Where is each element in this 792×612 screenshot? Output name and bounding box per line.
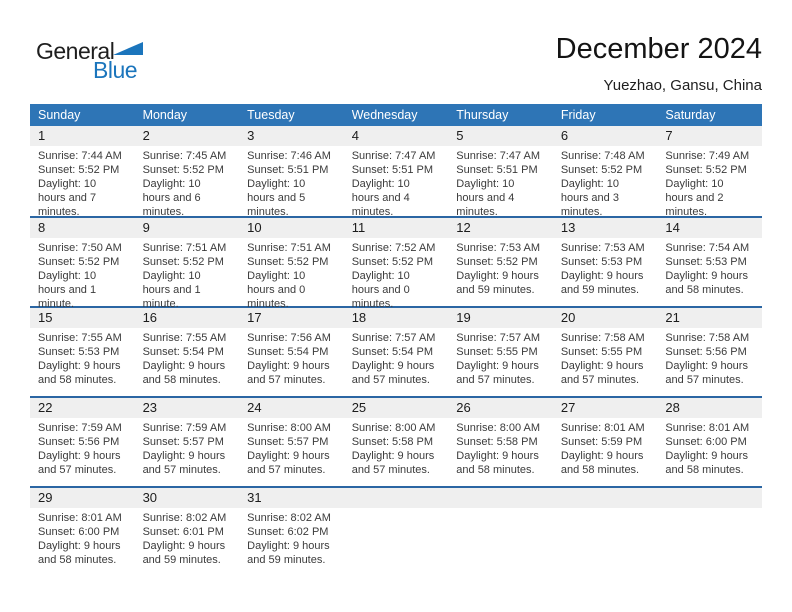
sunset-line: Sunset: 5:56 PM [665, 346, 747, 358]
sunset-line: Sunset: 5:57 PM [142, 436, 224, 448]
daylight-line: Daylight: 9 hours and 58 minutes. [142, 360, 226, 386]
sunset-line: Sunset: 6:00 PM [38, 526, 120, 538]
daylight-line: Daylight: 9 hours and 57 minutes. [351, 360, 435, 386]
day-cell [657, 328, 762, 387]
day-cell [553, 238, 658, 311]
day-cell [344, 328, 449, 387]
sunset-line: Sunset: 5:53 PM [560, 256, 643, 268]
daylight-line: Daylight: 9 hours and 59 minutes. [560, 270, 644, 296]
sunset-line: Sunset: 6:02 PM [247, 526, 329, 538]
sunset-line: Sunset: 5:52 PM [456, 256, 538, 268]
day-number: 18 [351, 310, 367, 325]
sunrise-line: Sunrise: 7:47 AM [351, 150, 436, 162]
sunset-line: Sunset: 5:59 PM [560, 436, 643, 448]
day-number: 27 [560, 400, 576, 415]
weekday-header-tuesday: Tuesday [247, 108, 295, 122]
daylight-line: Daylight: 10 hours and 4 minutes. [456, 178, 515, 218]
day-cell [448, 418, 553, 477]
day-cell [135, 418, 240, 477]
sunset-line: Sunset: 5:52 PM [38, 164, 120, 176]
empty-day-number [448, 488, 553, 508]
day-cell [135, 238, 240, 311]
sunrise-line: Sunrise: 8:00 AM [351, 422, 436, 434]
weekday-header-row [30, 104, 762, 126]
day-cell [30, 418, 135, 477]
sunrise-line: Sunrise: 7:44 AM [38, 150, 122, 162]
sunset-line: Sunset: 5:52 PM [142, 164, 224, 176]
day-number: 14 [665, 220, 680, 235]
weekday-header-saturday: Saturday [665, 108, 716, 122]
sunrise-line: Sunrise: 8:01 AM [560, 422, 645, 434]
day-cell [239, 146, 344, 219]
page-title: December 2024 [555, 33, 762, 65]
day-details-row [30, 238, 762, 311]
daylight-line: Daylight: 9 hours and 58 minutes. [560, 450, 644, 476]
day-number: 17 [247, 310, 262, 325]
day-cell [239, 238, 344, 311]
week-row [30, 306, 762, 396]
day-number: 4 [351, 128, 359, 143]
sunset-line: Sunset: 5:55 PM [456, 346, 538, 358]
week-row [30, 216, 762, 310]
sunset-line: Sunset: 5:55 PM [560, 346, 643, 358]
sunrise-line: Sunrise: 8:01 AM [38, 512, 122, 524]
day-number: 31 [247, 490, 262, 505]
sunset-line: Sunset: 5:52 PM [560, 164, 643, 176]
sunrise-line: Sunrise: 7:51 AM [142, 242, 227, 254]
sunset-line: Sunset: 6:00 PM [665, 436, 747, 448]
daylight-line: Daylight: 9 hours and 57 minutes. [665, 360, 748, 386]
day-cell [553, 328, 658, 387]
daylight-line: Daylight: 10 hours and 1 minute. [142, 270, 201, 310]
daylight-line: Daylight: 10 hours and 7 minutes. [38, 178, 97, 218]
day-number: 2 [142, 128, 150, 143]
logo-text-general: General [36, 38, 115, 64]
sunrise-line: Sunrise: 7:47 AM [456, 150, 541, 162]
day-cell [30, 146, 135, 219]
day-cell [30, 328, 135, 387]
day-number: 6 [560, 128, 569, 143]
empty-day-number [657, 488, 762, 508]
daylight-line: Daylight: 9 hours and 59 minutes. [142, 540, 226, 566]
week-row [30, 396, 762, 486]
empty-day-number [344, 488, 449, 508]
day-number: 21 [665, 310, 680, 325]
sunrise-line: Sunrise: 7:45 AM [142, 150, 227, 162]
day-number: 5 [456, 128, 464, 143]
page-subtitle: Yuezhao, Gansu, China [603, 76, 762, 94]
weekday-header-monday: Monday [142, 108, 188, 122]
daylight-line: Daylight: 9 hours and 58 minutes. [665, 450, 748, 476]
empty-day-cell [553, 508, 658, 567]
day-cell [239, 418, 344, 477]
sunset-line: Sunset: 5:54 PM [142, 346, 224, 358]
sunrise-line: Sunrise: 7:49 AM [665, 150, 750, 162]
sunrise-line: Sunrise: 7:53 AM [456, 242, 541, 254]
day-number: 15 [38, 310, 53, 325]
sunset-line: Sunset: 5:52 PM [142, 256, 224, 268]
daylight-line: Daylight: 9 hours and 58 minutes. [38, 540, 121, 566]
sunset-line: Sunset: 5:58 PM [351, 436, 434, 448]
daylight-line: Daylight: 9 hours and 57 minutes. [247, 360, 330, 386]
general-blue-logo [36, 40, 143, 82]
sunrise-line: Sunrise: 7:59 AM [142, 422, 227, 434]
sunset-line: Sunset: 5:51 PM [456, 164, 538, 176]
day-number: 26 [456, 400, 471, 415]
day-cell [553, 146, 658, 219]
calendar-table [30, 104, 762, 576]
weekday-header-sunday: Sunday [38, 108, 81, 122]
day-cell [657, 146, 762, 219]
day-number-band [30, 398, 762, 418]
daylight-line: Daylight: 9 hours and 59 minutes. [247, 540, 330, 566]
day-number-band [30, 488, 762, 508]
daylight-line: Daylight: 9 hours and 58 minutes. [456, 450, 539, 476]
empty-day-number [553, 488, 658, 508]
day-number: 11 [351, 220, 366, 235]
daylight-line: Daylight: 10 hours and 3 minutes. [560, 178, 619, 218]
day-cell [344, 146, 449, 219]
day-cell [344, 418, 449, 477]
sunrise-line: Sunrise: 8:02 AM [247, 512, 331, 524]
sunset-line: Sunset: 5:52 PM [351, 256, 434, 268]
weekday-header-friday: Friday [560, 108, 596, 122]
day-number: 13 [560, 220, 576, 235]
day-number: 29 [38, 490, 53, 505]
day-number: 19 [456, 310, 471, 325]
day-cell [135, 146, 240, 219]
sunrise-line: Sunrise: 7:51 AM [247, 242, 331, 254]
day-number-band [30, 308, 762, 328]
sunrise-line: Sunrise: 7:58 AM [665, 332, 750, 344]
sunrise-line: Sunrise: 7:56 AM [247, 332, 331, 344]
sunrise-line: Sunrise: 7:55 AM [142, 332, 227, 344]
logo-text-blue: Blue [93, 57, 138, 83]
daylight-line: Daylight: 9 hours and 57 minutes. [247, 450, 330, 476]
sunset-line: Sunset: 5:53 PM [38, 346, 120, 358]
daylight-line: Daylight: 10 hours and 6 minutes. [142, 178, 201, 218]
daylight-line: Daylight: 10 hours and 2 minutes. [665, 178, 724, 218]
day-number: 23 [142, 400, 158, 415]
day-number: 24 [247, 400, 262, 415]
day-number: 7 [665, 128, 673, 143]
daylight-line: Daylight: 10 hours and 5 minutes. [247, 178, 306, 218]
sunrise-line: Sunrise: 8:01 AM [665, 422, 750, 434]
sunset-line: Sunset: 5:52 PM [247, 256, 329, 268]
daylight-line: Daylight: 9 hours and 58 minutes. [665, 270, 748, 296]
sunrise-line: Sunrise: 7:50 AM [38, 242, 122, 254]
sunrise-line: Sunrise: 7:54 AM [665, 242, 750, 254]
sunset-line: Sunset: 5:58 PM [456, 436, 538, 448]
day-cell [657, 238, 762, 311]
day-details-row [30, 146, 762, 219]
week-row [30, 486, 762, 576]
sunrise-line: Sunrise: 7:46 AM [247, 150, 331, 162]
day-cell [30, 508, 135, 567]
sunset-line: Sunset: 6:01 PM [142, 526, 224, 538]
daylight-line: Daylight: 9 hours and 57 minutes. [351, 450, 435, 476]
week-row [30, 126, 762, 216]
sunrise-line: Sunrise: 7:55 AM [38, 332, 122, 344]
sunrise-line: Sunrise: 7:58 AM [560, 332, 645, 344]
sunrise-line: Sunrise: 7:48 AM [560, 150, 645, 162]
day-cell [448, 238, 553, 311]
sunrise-line: Sunrise: 7:52 AM [351, 242, 436, 254]
sunrise-line: Sunrise: 8:00 AM [247, 422, 331, 434]
day-number: 22 [38, 400, 53, 415]
sunset-line: Sunset: 5:52 PM [665, 164, 747, 176]
calendar-weeks [30, 126, 762, 576]
sunset-line: Sunset: 5:56 PM [38, 436, 120, 448]
sunset-line: Sunset: 5:54 PM [247, 346, 329, 358]
sunset-line: Sunset: 5:57 PM [247, 436, 329, 448]
sunset-line: Sunset: 5:52 PM [38, 256, 120, 268]
empty-day-cell [344, 508, 449, 567]
day-number: 10 [247, 220, 262, 235]
day-number: 20 [560, 310, 576, 325]
empty-day-cell [448, 508, 553, 567]
daylight-line: Daylight: 9 hours and 57 minutes. [38, 450, 121, 476]
sunset-line: Sunset: 5:51 PM [351, 164, 434, 176]
day-cell [448, 328, 553, 387]
day-cell [553, 418, 658, 477]
day-cell [135, 328, 240, 387]
day-cell [239, 508, 344, 567]
weekday-header-wednesday: Wednesday [351, 108, 418, 122]
day-number-band [30, 218, 762, 238]
sunrise-line: Sunrise: 7:59 AM [38, 422, 122, 434]
day-number: 12 [456, 220, 471, 235]
weekday-header-thursday: Thursday [456, 108, 509, 122]
day-number-band [30, 126, 762, 146]
day-cell [135, 508, 240, 567]
daylight-line: Daylight: 10 hours and 0 minutes. [247, 270, 306, 310]
daylight-line: Daylight: 10 hours and 1 minute. [38, 270, 97, 310]
day-number: 25 [351, 400, 367, 415]
day-number: 9 [142, 220, 150, 235]
sunrise-line: Sunrise: 7:53 AM [560, 242, 645, 254]
day-details-row [30, 508, 762, 567]
day-details-row [30, 328, 762, 387]
sunset-line: Sunset: 5:51 PM [247, 164, 329, 176]
day-cell [344, 238, 449, 311]
day-number: 30 [142, 490, 158, 505]
sunrise-line: Sunrise: 8:02 AM [142, 512, 227, 524]
daylight-line: Daylight: 10 hours and 4 minutes. [351, 178, 410, 218]
sunset-line: Sunset: 5:54 PM [351, 346, 434, 358]
sunrise-line: Sunrise: 7:57 AM [456, 332, 541, 344]
day-number: 8 [38, 220, 46, 235]
day-number: 16 [142, 310, 158, 325]
daylight-line: Daylight: 10 hours and 0 minutes. [351, 270, 410, 310]
daylight-line: Daylight: 9 hours and 58 minutes. [38, 360, 121, 386]
day-details-row [30, 418, 762, 477]
sunrise-line: Sunrise: 8:00 AM [456, 422, 541, 434]
daylight-line: Daylight: 9 hours and 57 minutes. [560, 360, 644, 386]
day-number: 28 [665, 400, 680, 415]
daylight-line: Daylight: 9 hours and 57 minutes. [142, 450, 226, 476]
day-number: 3 [247, 128, 255, 143]
sunset-line: Sunset: 5:53 PM [665, 256, 747, 268]
day-cell [239, 328, 344, 387]
day-cell [30, 238, 135, 311]
sunrise-line: Sunrise: 7:57 AM [351, 332, 436, 344]
day-cell [657, 418, 762, 477]
daylight-line: Daylight: 9 hours and 59 minutes. [456, 270, 539, 296]
daylight-line: Daylight: 9 hours and 57 minutes. [456, 360, 539, 386]
day-number: 1 [38, 128, 46, 143]
day-cell [448, 146, 553, 219]
empty-day-cell [657, 508, 762, 567]
